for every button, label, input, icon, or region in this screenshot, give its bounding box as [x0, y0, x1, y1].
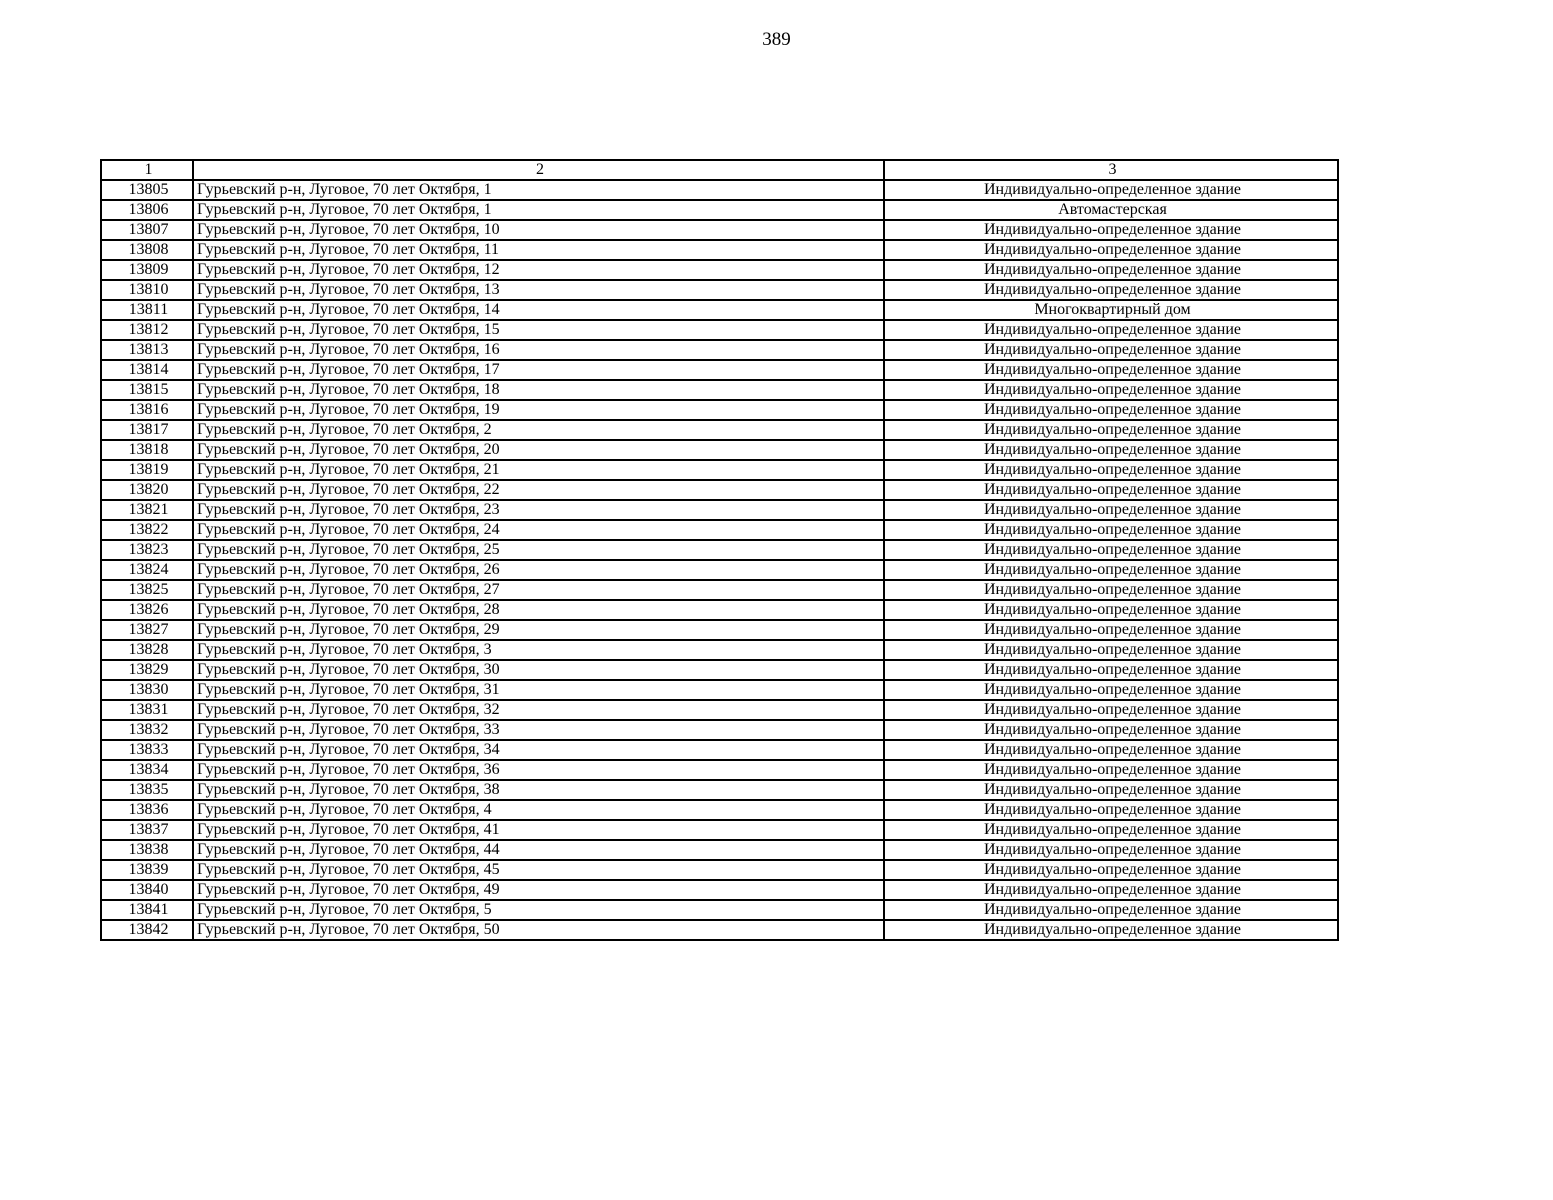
- row-id-cell: 13806: [101, 200, 193, 220]
- row-address-cell: Гурьевский р-н, Луговое, 70 лет Октября, 2: [193, 420, 884, 440]
- row-id-cell: 13822: [101, 520, 193, 540]
- row-id-cell: 13808: [101, 240, 193, 260]
- table-row: [101, 460, 1338, 480]
- table-row: [101, 220, 1338, 240]
- row-address-cell: Гурьевский р-н, Луговое, 70 лет Октября, 11: [193, 240, 884, 260]
- row-type-cell: Индивидуально-определенное здание: [884, 320, 1338, 340]
- row-type-cell: Индивидуально-определенное здание: [884, 680, 1338, 700]
- row-type-cell: Индивидуально-определенное здание: [884, 820, 1338, 840]
- row-type-cell: Индивидуально-определенное здание: [884, 460, 1338, 480]
- row-address-cell: Гурьевский р-н, Луговое, 70 лет Октября, 1: [193, 180, 884, 200]
- table-row: [101, 840, 1338, 860]
- table-row: [101, 200, 1338, 220]
- row-id-cell: 13837: [101, 820, 193, 840]
- row-id-cell: 13811: [101, 300, 193, 320]
- row-address-cell: Гурьевский р-н, Луговое, 70 лет Октября, 24: [193, 520, 884, 540]
- row-address-cell: Гурьевский р-н, Луговое, 70 лет Октября, 31: [193, 680, 884, 700]
- table-row: [101, 180, 1338, 200]
- row-type-cell: Индивидуально-определенное здание: [884, 580, 1338, 600]
- row-address-cell: Гурьевский р-н, Луговое, 70 лет Октября, 15: [193, 320, 884, 340]
- row-id-cell: 13812: [101, 320, 193, 340]
- header-col-1: 1: [101, 160, 193, 180]
- row-id-cell: 13819: [101, 460, 193, 480]
- row-address-cell: Гурьевский р-н, Луговое, 70 лет Октября, 14: [193, 300, 884, 320]
- row-type-cell: Индивидуально-определенное здание: [884, 840, 1338, 860]
- row-id-cell: 13833: [101, 740, 193, 760]
- row-address-cell: Гурьевский р-н, Луговое, 70 лет Октября, 18: [193, 380, 884, 400]
- row-address-cell: Гурьевский р-н, Луговое, 70 лет Октября, 34: [193, 740, 884, 760]
- registry-table: [100, 159, 1339, 941]
- row-address-cell: Гурьевский р-н, Луговое, 70 лет Октября, 13: [193, 280, 884, 300]
- row-address-cell: Гурьевский р-н, Луговое, 70 лет Октября, 22: [193, 480, 884, 500]
- row-address-cell: Гурьевский р-н, Луговое, 70 лет Октября, 49: [193, 880, 884, 900]
- row-id-cell: 13825: [101, 580, 193, 600]
- row-address-cell: Гурьевский р-н, Луговое, 70 лет Октября, 30: [193, 660, 884, 680]
- row-id-cell: 13817: [101, 420, 193, 440]
- row-address-cell: Гурьевский р-н, Луговое, 70 лет Октября, 20: [193, 440, 884, 460]
- table-row: [101, 620, 1338, 640]
- row-address-cell: Гурьевский р-н, Луговое, 70 лет Октября, 3: [193, 640, 884, 660]
- row-address-cell: Гурьевский р-н, Луговое, 70 лет Октября, 27: [193, 580, 884, 600]
- table-row: [101, 540, 1338, 560]
- row-type-cell: Индивидуально-определенное здание: [884, 440, 1338, 460]
- row-type-cell: Индивидуально-определенное здание: [884, 240, 1338, 260]
- row-type-cell: Индивидуально-определенное здание: [884, 540, 1338, 560]
- table-row: [101, 880, 1338, 900]
- table-row: [101, 800, 1338, 820]
- row-type-cell: Индивидуально-определенное здание: [884, 640, 1338, 660]
- row-address-cell: Гурьевский р-н, Луговое, 70 лет Октября, 25: [193, 540, 884, 560]
- row-type-cell: Индивидуально-определенное здание: [884, 420, 1338, 440]
- row-id-cell: 13818: [101, 440, 193, 460]
- table-row: [101, 380, 1338, 400]
- row-address-cell: Гурьевский р-н, Луговое, 70 лет Октября, 17: [193, 360, 884, 380]
- row-type-cell: Индивидуально-определенное здание: [884, 340, 1338, 360]
- row-address-cell: Гурьевский р-н, Луговое, 70 лет Октября, 32: [193, 700, 884, 720]
- table-row: [101, 320, 1338, 340]
- table-row: [101, 400, 1338, 420]
- row-id-cell: 13828: [101, 640, 193, 660]
- row-type-cell: Автомастерская: [884, 200, 1338, 220]
- row-address-cell: Гурьевский р-н, Луговое, 70 лет Октября, 19: [193, 400, 884, 420]
- row-type-cell: Индивидуально-определенное здание: [884, 900, 1338, 920]
- row-type-cell: Индивидуально-определенное здание: [884, 500, 1338, 520]
- header-col-3: 3: [884, 160, 1338, 180]
- row-id-cell: 13821: [101, 500, 193, 520]
- row-id-cell: 13840: [101, 880, 193, 900]
- table-row: [101, 820, 1338, 840]
- row-type-cell: Индивидуально-определенное здание: [884, 360, 1338, 380]
- registry-table-body: [101, 160, 1338, 940]
- table-row: [101, 520, 1338, 540]
- row-id-cell: 13813: [101, 340, 193, 360]
- table-row: [101, 240, 1338, 260]
- table-row: [101, 740, 1338, 760]
- row-id-cell: 13826: [101, 600, 193, 620]
- row-id-cell: 13832: [101, 720, 193, 740]
- table-row: [101, 780, 1338, 800]
- row-type-cell: Индивидуально-определенное здание: [884, 720, 1338, 740]
- row-type-cell: Индивидуально-определенное здание: [884, 800, 1338, 820]
- table-row: [101, 420, 1338, 440]
- table-row: [101, 640, 1338, 660]
- row-address-cell: Гурьевский р-н, Луговое, 70 лет Октября, 4: [193, 800, 884, 820]
- row-address-cell: Гурьевский р-н, Луговое, 70 лет Октября, 5: [193, 900, 884, 920]
- row-id-cell: 13830: [101, 680, 193, 700]
- table-row: [101, 300, 1338, 320]
- table-row: [101, 720, 1338, 740]
- row-address-cell: Гурьевский р-н, Луговое, 70 лет Октября, 23: [193, 500, 884, 520]
- row-type-cell: Индивидуально-определенное здание: [884, 880, 1338, 900]
- row-id-cell: 13831: [101, 700, 193, 720]
- table-row: [101, 900, 1338, 920]
- row-type-cell: Индивидуально-определенное здание: [884, 280, 1338, 300]
- row-id-cell: 13814: [101, 360, 193, 380]
- row-id-cell: 13827: [101, 620, 193, 640]
- row-id-cell: 13835: [101, 780, 193, 800]
- row-type-cell: Индивидуально-определенное здание: [884, 860, 1338, 880]
- row-type-cell: Индивидуально-определенное здание: [884, 560, 1338, 580]
- row-type-cell: Индивидуально-определенное здание: [884, 380, 1338, 400]
- row-type-cell: Многоквартирный дом: [884, 300, 1338, 320]
- row-id-cell: 13838: [101, 840, 193, 860]
- row-address-cell: Гурьевский р-н, Луговое, 70 лет Октября, 16: [193, 340, 884, 360]
- row-type-cell: Индивидуально-определенное здание: [884, 260, 1338, 280]
- table-row: [101, 660, 1338, 680]
- table-header-row: [101, 160, 1338, 180]
- row-type-cell: Индивидуально-определенное здание: [884, 400, 1338, 420]
- row-id-cell: 13805: [101, 180, 193, 200]
- row-id-cell: 13807: [101, 220, 193, 240]
- table-row: [101, 480, 1338, 500]
- table-row: [101, 860, 1338, 880]
- table-row: [101, 500, 1338, 520]
- row-address-cell: Гурьевский р-н, Луговое, 70 лет Октября, 33: [193, 720, 884, 740]
- row-id-cell: 13810: [101, 280, 193, 300]
- table-row: [101, 680, 1338, 700]
- row-type-cell: Индивидуально-определенное здание: [884, 220, 1338, 240]
- row-id-cell: 13815: [101, 380, 193, 400]
- row-address-cell: Гурьевский р-н, Луговое, 70 лет Октября, 41: [193, 820, 884, 840]
- row-id-cell: 13829: [101, 660, 193, 680]
- row-id-cell: 13823: [101, 540, 193, 560]
- table-row: [101, 280, 1338, 300]
- row-address-cell: Гурьевский р-н, Луговое, 70 лет Октября, 21: [193, 460, 884, 480]
- row-id-cell: 13842: [101, 920, 193, 940]
- row-address-cell: Гурьевский р-н, Луговое, 70 лет Октября, 12: [193, 260, 884, 280]
- row-address-cell: Гурьевский р-н, Луговое, 70 лет Октября, 45: [193, 860, 884, 880]
- row-address-cell: Гурьевский р-н, Луговое, 70 лет Октября, 26: [193, 560, 884, 580]
- row-address-cell: Гурьевский р-н, Луговое, 70 лет Октября, 38: [193, 780, 884, 800]
- table-row: [101, 920, 1338, 940]
- table-row: [101, 600, 1338, 620]
- table-row: [101, 440, 1338, 460]
- row-id-cell: 13834: [101, 760, 193, 780]
- table-row: [101, 340, 1338, 360]
- row-type-cell: Индивидуально-определенное здание: [884, 480, 1338, 500]
- header-col-2: 2: [193, 160, 884, 180]
- row-type-cell: Индивидуально-определенное здание: [884, 780, 1338, 800]
- row-type-cell: Индивидуально-определенное здание: [884, 660, 1338, 680]
- row-address-cell: Гурьевский р-н, Луговое, 70 лет Октября, 29: [193, 620, 884, 640]
- row-type-cell: Индивидуально-определенное здание: [884, 620, 1338, 640]
- row-address-cell: Гурьевский р-н, Луговое, 70 лет Октября, 10: [193, 220, 884, 240]
- page-number: 389: [762, 29, 791, 50]
- row-type-cell: Индивидуально-определенное здание: [884, 520, 1338, 540]
- row-address-cell: Гурьевский р-н, Луговое, 70 лет Октября, 1: [193, 200, 884, 220]
- row-type-cell: Индивидуально-определенное здание: [884, 600, 1338, 620]
- row-id-cell: 13820: [101, 480, 193, 500]
- table-row: [101, 260, 1338, 280]
- table-row: [101, 560, 1338, 580]
- table-row: [101, 360, 1338, 380]
- row-id-cell: 13841: [101, 900, 193, 920]
- table-row: [101, 760, 1338, 780]
- table-row: [101, 700, 1338, 720]
- row-id-cell: 13836: [101, 800, 193, 820]
- row-type-cell: Индивидуально-определенное здание: [884, 760, 1338, 780]
- table-row: [101, 580, 1338, 600]
- row-address-cell: Гурьевский р-н, Луговое, 70 лет Октября, 36: [193, 760, 884, 780]
- row-id-cell: 13824: [101, 560, 193, 580]
- row-address-cell: Гурьевский р-н, Луговое, 70 лет Октября, 50: [193, 920, 884, 940]
- row-address-cell: Гурьевский р-н, Луговое, 70 лет Октября, 44: [193, 840, 884, 860]
- row-id-cell: 13809: [101, 260, 193, 280]
- row-type-cell: Индивидуально-определенное здание: [884, 180, 1338, 200]
- row-id-cell: 13839: [101, 860, 193, 880]
- row-id-cell: 13816: [101, 400, 193, 420]
- row-type-cell: Индивидуально-определенное здание: [884, 740, 1338, 760]
- row-address-cell: Гурьевский р-н, Луговое, 70 лет Октября, 28: [193, 600, 884, 620]
- row-type-cell: Индивидуально-определенное здание: [884, 920, 1338, 940]
- row-type-cell: Индивидуально-определенное здание: [884, 700, 1338, 720]
